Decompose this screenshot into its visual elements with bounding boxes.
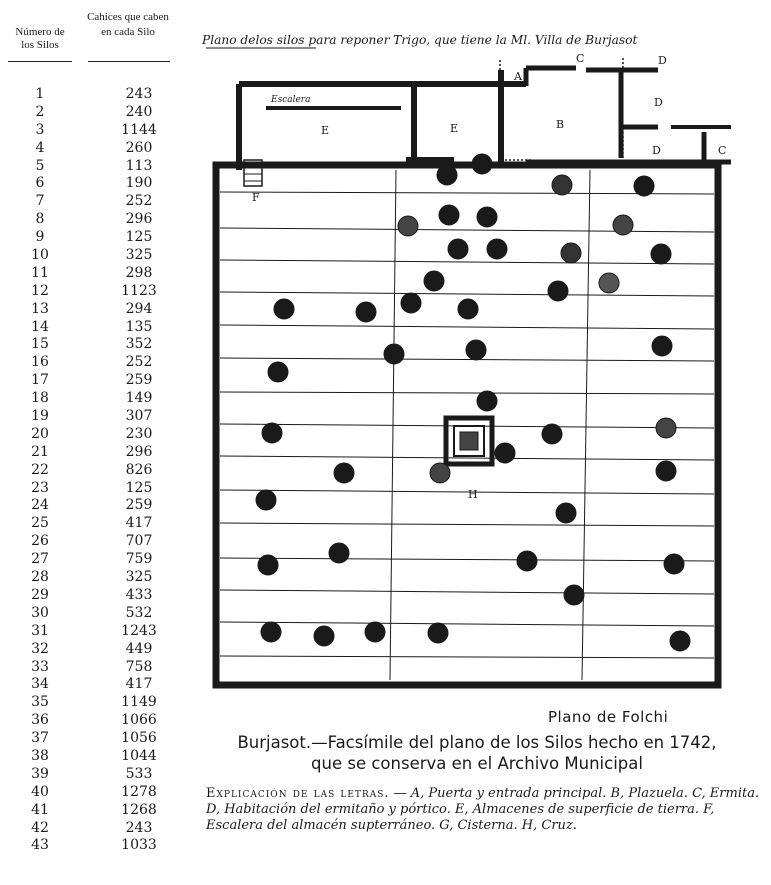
silo-marker <box>258 555 278 575</box>
silo-number: 28 <box>31 569 49 586</box>
table-row <box>10 730 170 748</box>
silo-capacity: 259 <box>125 372 153 389</box>
caption-title-line-1: Burjasot.—Facsímile del plano de los Silos hecho en 1742, <box>237 733 717 752</box>
silo-capacity: 352 <box>125 336 153 353</box>
table-row <box>10 533 170 551</box>
silo-capacity: 230 <box>125 425 153 442</box>
table-row <box>10 193 170 211</box>
silo-capacity: 296 <box>125 211 153 228</box>
table-row <box>10 426 170 444</box>
silo-capacity: 533 <box>125 765 153 782</box>
silo-marker <box>652 336 672 356</box>
silo-number: 32 <box>31 640 49 657</box>
silo-number: 42 <box>31 819 49 836</box>
silo-capacity: 298 <box>125 264 153 281</box>
plan-letter-a: A <box>514 70 522 83</box>
table-row <box>10 140 170 158</box>
silo-marker <box>437 165 457 185</box>
silo-number: 25 <box>31 515 49 532</box>
table-row <box>10 354 170 372</box>
caption-author: Plano de Folchi <box>548 708 669 726</box>
silo-capacity: 532 <box>125 604 153 621</box>
silo-capacity: 125 <box>125 229 153 246</box>
table-row <box>10 515 170 533</box>
silo-capacity: 325 <box>125 569 153 586</box>
silo-capacity: 758 <box>125 658 153 675</box>
silo-number: 18 <box>31 390 49 407</box>
silo-capacity: 294 <box>125 300 153 317</box>
silo-capacity: 1033 <box>121 837 157 854</box>
silo-capacity: 325 <box>125 247 153 264</box>
silo-capacity: 1066 <box>121 712 157 729</box>
silo-capacity: 1268 <box>121 801 157 818</box>
silo-number: 15 <box>31 336 49 353</box>
silo-number: 16 <box>31 354 49 371</box>
silo-capacity: 433 <box>125 586 153 603</box>
silo-capacity: 252 <box>125 354 153 371</box>
table-row <box>10 748 170 766</box>
silo-marker <box>651 244 671 264</box>
silo-marker <box>424 271 444 291</box>
table-row <box>10 820 170 838</box>
silo-marker <box>556 503 576 523</box>
table-row <box>10 265 170 283</box>
silo-marker <box>517 551 537 571</box>
silo-number: 33 <box>31 658 49 675</box>
legend-heading: Explicación de las letras. <box>206 786 390 801</box>
table-row <box>10 319 170 337</box>
silo-capacity: 260 <box>125 139 153 156</box>
silo-marker <box>477 391 497 411</box>
table-row <box>10 659 170 677</box>
silo-marker <box>634 176 654 196</box>
plan-letter-d-2: D <box>654 96 663 109</box>
silo-marker <box>599 273 619 293</box>
plan-letter-d-3: D <box>652 144 661 157</box>
silo-marker <box>656 418 676 438</box>
table-row <box>10 766 170 784</box>
silo-capacity: 135 <box>125 318 153 335</box>
silo-marker <box>670 631 690 651</box>
silo-number: 20 <box>31 425 49 442</box>
table-row <box>10 480 170 498</box>
silo-number: 27 <box>31 551 49 568</box>
silo-number: 29 <box>31 586 49 603</box>
silo-number: 24 <box>31 497 49 514</box>
header-rule-number <box>8 61 72 62</box>
silo-marker <box>356 302 376 322</box>
silo-marker <box>268 362 288 382</box>
table-row <box>10 587 170 605</box>
silo-marker <box>401 293 421 313</box>
silo-capacity: 1144 <box>121 121 157 138</box>
table-row <box>10 569 170 587</box>
silo-marker <box>472 154 492 174</box>
silo-number: 38 <box>31 747 49 764</box>
silo-number: 36 <box>31 712 49 729</box>
silo-marker <box>656 461 676 481</box>
silo-number: 12 <box>31 282 49 299</box>
silo-capacity: 1056 <box>121 730 157 747</box>
silo-capacity: 190 <box>125 175 153 192</box>
silo-number: 17 <box>31 372 49 389</box>
silo-capacity: 243 <box>125 819 153 836</box>
silo-marker <box>430 463 450 483</box>
table-row <box>10 211 170 229</box>
column-header-capacity: Cahices que caben en cada Silo <box>87 11 169 38</box>
silo-marker <box>613 215 633 235</box>
caption-title <box>196 732 758 774</box>
silo-number: 13 <box>31 300 49 317</box>
silo-capacity: 1278 <box>121 783 157 800</box>
silo-number: 6 <box>35 175 45 192</box>
table-row <box>10 712 170 730</box>
silo-capacity: 417 <box>125 676 153 693</box>
silo-marker <box>262 423 282 443</box>
silo-number: 3 <box>35 121 45 138</box>
silo-capacity: 243 <box>125 86 153 102</box>
silo-number: 41 <box>31 801 49 818</box>
silo-capacity: 240 <box>125 103 153 120</box>
silo-marker <box>448 239 468 259</box>
silo-number: 30 <box>31 604 49 621</box>
silo-capacity: 1044 <box>121 747 157 764</box>
plan-letter-b: B <box>556 118 565 131</box>
table-row <box>10 551 170 569</box>
plan-letter-d: D <box>658 54 667 67</box>
silo-number: 14 <box>31 318 49 335</box>
silo-marker <box>542 424 562 444</box>
silo-marker <box>365 622 385 642</box>
silo-number: 39 <box>31 765 49 782</box>
silo-capacity: 296 <box>125 443 153 460</box>
silo-capacity: 417 <box>125 515 153 532</box>
silo-marker <box>552 175 572 195</box>
silo-capacity: 259 <box>125 497 153 514</box>
silo-number: 26 <box>31 533 49 550</box>
table-row <box>10 605 170 623</box>
silo-number: 2 <box>35 103 45 120</box>
table-row <box>10 837 170 855</box>
silo-number: 31 <box>31 622 49 639</box>
silo-capacity: 1123 <box>121 282 157 299</box>
table-row <box>10 641 170 659</box>
caption-title-line-2: que se conserva en el Archivo Municipal <box>311 754 643 773</box>
silo-marker <box>664 554 684 574</box>
silo-capacity: 252 <box>125 193 153 210</box>
header-rule-capacity <box>88 61 170 62</box>
silo-capacity: 449 <box>125 640 153 657</box>
table-row <box>10 336 170 354</box>
table-row <box>10 390 170 408</box>
silo-marker <box>428 623 448 643</box>
table-row <box>10 676 170 694</box>
silo-marker <box>334 463 354 483</box>
table-row <box>10 122 170 140</box>
table-row <box>10 623 170 641</box>
table-row <box>10 158 170 176</box>
silo-number: 11 <box>31 264 49 281</box>
plan-letter-e-2: E <box>450 122 459 135</box>
table-row <box>10 444 170 462</box>
silo-number: 21 <box>31 443 49 460</box>
silo-capacity: 149 <box>125 390 153 407</box>
plan-handwritten-label: Escalera <box>271 95 311 105</box>
silo-capacity: 1243 <box>121 622 157 639</box>
silo-marker <box>274 299 294 319</box>
legend-text: — A, Puerta y entrada principal. B, Plazuela. C, Ermita. D, Habitación del ermitaño y pórtico. E, Almacenes de superficie de tierra. F, Escalera del almacén supterráneo. G, Cisterna. H, Cruz. <box>206 786 760 833</box>
table-row <box>10 784 170 802</box>
plan-letter-c: C <box>576 52 585 65</box>
silo-marker <box>561 243 581 263</box>
silo-number: 22 <box>31 461 49 478</box>
table-row <box>10 301 170 319</box>
table-row <box>10 497 170 515</box>
silo-capacity: 759 <box>125 551 153 568</box>
silo-number: 19 <box>31 408 49 425</box>
silo-number: 9 <box>35 229 45 246</box>
silo-marker <box>439 205 459 225</box>
column-header-number: Número de los Silos <box>15 26 65 51</box>
plan-letter-h: H <box>468 488 478 501</box>
table-row <box>10 802 170 820</box>
silo-capacity: 1149 <box>121 694 157 711</box>
table-row <box>10 372 170 390</box>
silo-marker <box>261 622 281 642</box>
caption-legend <box>206 786 762 834</box>
plan-letter-f: F <box>252 191 260 204</box>
silo-table <box>10 86 170 855</box>
silo-number: 7 <box>35 193 45 210</box>
silo-capacity: 307 <box>125 408 153 425</box>
silo-marker <box>329 543 349 563</box>
silo-capacity: 113 <box>125 157 153 174</box>
silo-marker <box>466 340 486 360</box>
table-row <box>10 694 170 712</box>
plan-letter-c-2: C <box>718 144 727 157</box>
plan-letter-e: E <box>321 124 330 137</box>
silo-plan-drawing <box>196 20 758 700</box>
silo-marker <box>477 207 497 227</box>
silo-marker <box>314 626 334 646</box>
silo-capacity: 826 <box>125 461 153 478</box>
silo-number: 37 <box>31 730 49 747</box>
plan-handwritten-title: Plano delos silos para reponer Trigo, que tiene la Ml. Villa de Burjasot <box>202 33 638 47</box>
cross-monument <box>446 418 492 464</box>
silo-number: 35 <box>31 694 49 711</box>
table-row <box>10 283 170 301</box>
table-row <box>10 229 170 247</box>
silo-capacity: 125 <box>125 479 153 496</box>
silo-number: 5 <box>35 157 45 174</box>
silo-number: 43 <box>31 837 49 854</box>
table-row <box>10 175 170 193</box>
silo-marker <box>487 239 507 259</box>
silo-marker <box>384 344 404 364</box>
silo-marker <box>458 299 478 319</box>
silo-marker <box>548 281 568 301</box>
table-row <box>10 408 170 426</box>
table-row <box>10 86 170 104</box>
silo-marker <box>495 443 515 463</box>
silo-marker <box>256 490 276 510</box>
silo-capacity: 707 <box>125 533 153 550</box>
silo-number: 40 <box>31 783 49 800</box>
silo-number: 10 <box>31 247 49 264</box>
table-row <box>10 247 170 265</box>
silo-marker <box>398 216 418 236</box>
silo-number: 8 <box>35 211 45 228</box>
silo-number: 34 <box>31 676 49 693</box>
silo-number: 4 <box>35 139 45 156</box>
silo-number: 23 <box>31 479 49 496</box>
silo-marker <box>564 585 584 605</box>
table-row <box>10 462 170 480</box>
silo-number: 1 <box>35 86 45 102</box>
table-row <box>10 104 170 122</box>
